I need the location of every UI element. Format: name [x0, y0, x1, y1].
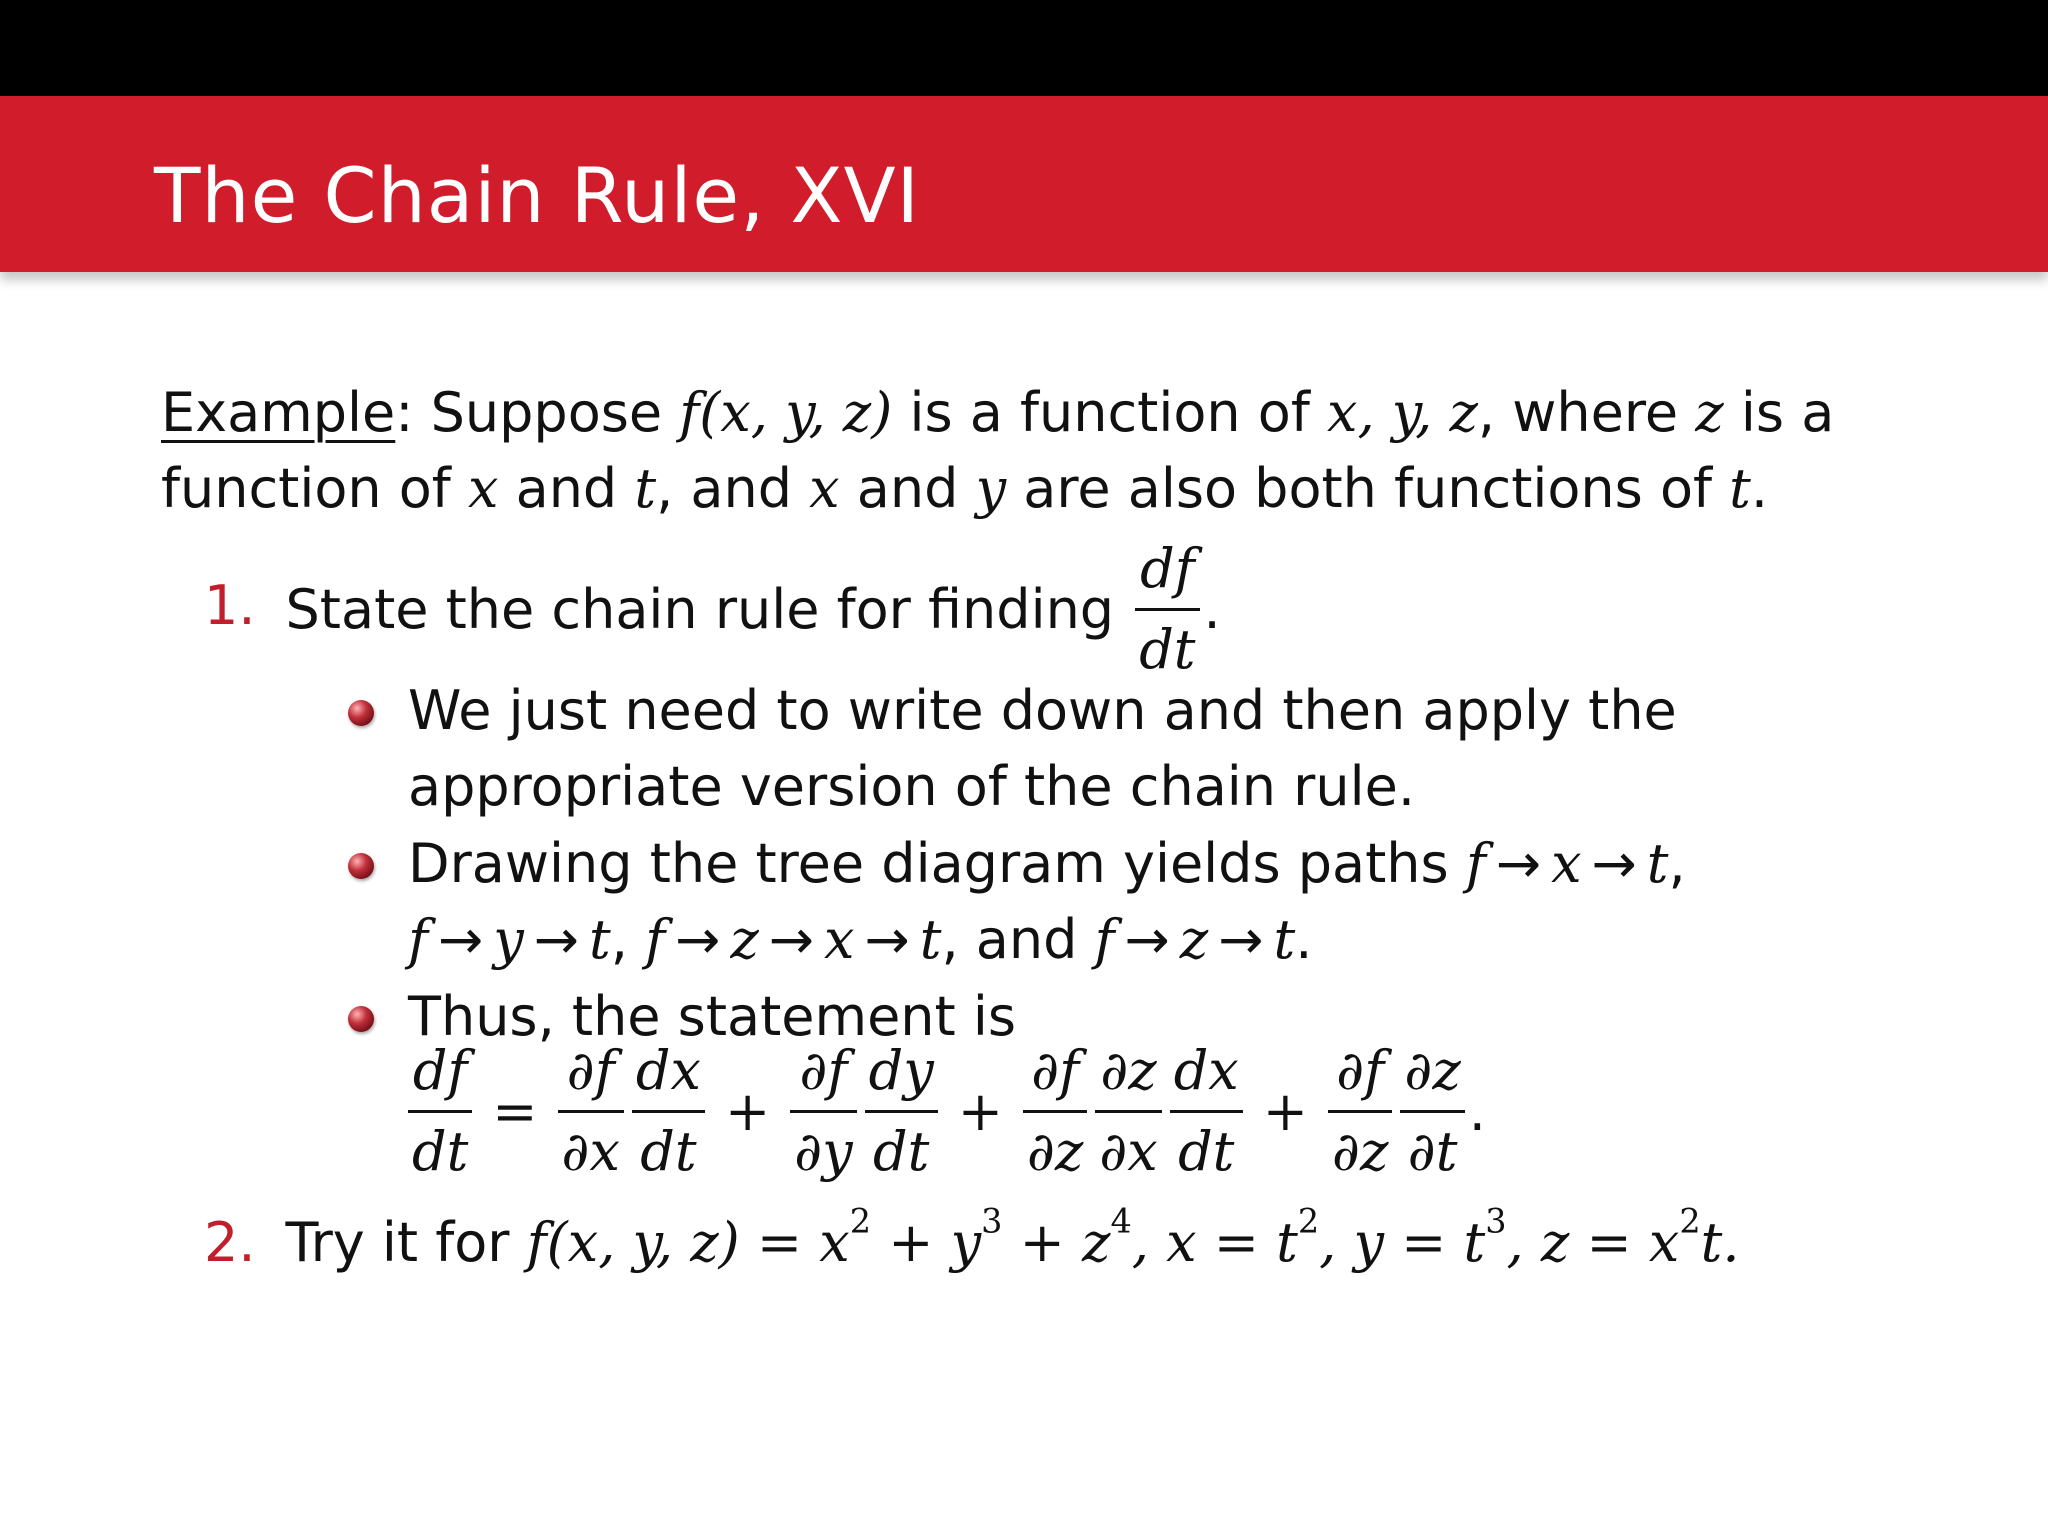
- math-expression: + y: [871, 1211, 982, 1274]
- bullet-2-line-2: [408, 908, 1313, 971]
- fraction-numerator: ∂f: [566, 1039, 615, 1102]
- fraction-bar: [1023, 1110, 1087, 1113]
- path-node: x: [1551, 832, 1582, 895]
- path-node: f: [1465, 832, 1486, 895]
- text-span: , and: [656, 457, 810, 520]
- arrow-icon: →: [1218, 908, 1264, 971]
- list-number: 2.: [204, 1211, 256, 1274]
- fraction-numerator: df: [1140, 537, 1195, 600]
- text-span: , and: [941, 908, 1095, 971]
- text-span: .: [1750, 457, 1769, 520]
- fraction-bar: [1400, 1110, 1464, 1113]
- bullet-icon: [348, 853, 374, 879]
- fraction-denominator: ∂x: [561, 1120, 620, 1184]
- text-span: : Suppose: [395, 381, 680, 444]
- exponent: 3: [981, 1201, 1003, 1241]
- math-x: x: [467, 457, 499, 520]
- fraction: [865, 1040, 938, 1183]
- fraction-bar: [1328, 1110, 1392, 1113]
- text-span: and: [839, 457, 976, 520]
- fraction-denominator: dt: [412, 1120, 469, 1184]
- path-node: y: [493, 908, 524, 971]
- bullet-2-line-1: [408, 832, 1686, 895]
- math-args: (x, y, z): [699, 381, 893, 444]
- math-t: t: [1729, 457, 1751, 520]
- math-f: f: [526, 1211, 547, 1274]
- text-span: ,: [610, 908, 646, 971]
- fraction-numerator: ∂f: [1336, 1039, 1385, 1102]
- text-span: and: [498, 457, 635, 520]
- bullet-icon: [348, 700, 374, 726]
- path-node: t: [1273, 908, 1296, 971]
- math-expression: (x, y, z) = x: [546, 1211, 850, 1274]
- arrow-icon: →: [675, 908, 721, 971]
- list-number: 1.: [204, 574, 256, 638]
- text-span: Drawing the tree diagram yields paths: [408, 832, 1466, 895]
- fraction-bar: [865, 1110, 938, 1113]
- path-node: z: [1179, 908, 1209, 971]
- math-expression: + z: [1002, 1211, 1111, 1274]
- math-expression: , x = t: [1131, 1211, 1298, 1274]
- slide-title: The Chain Rule, XVI: [154, 151, 920, 240]
- example-label: Example: [161, 381, 396, 444]
- fraction: [1400, 1040, 1464, 1183]
- exponent: 2: [1679, 1201, 1701, 1241]
- path-node: t: [589, 908, 611, 971]
- fraction-denominator: dt: [873, 1120, 930, 1184]
- text-span: .: [1203, 578, 1221, 642]
- text-span: are also both functions of: [1006, 457, 1730, 520]
- math-expression: t.: [1700, 1211, 1740, 1274]
- fraction-df-dt: [1135, 538, 1199, 681]
- fraction: [632, 1040, 705, 1183]
- plus-sign: +: [1262, 1080, 1309, 1144]
- math-expression: , y = t: [1319, 1211, 1486, 1274]
- bullet-1-line-1: We just need to write down and then apply the: [408, 679, 1677, 742]
- fraction-denominator: dt: [640, 1120, 697, 1184]
- fraction-bar: [1170, 1110, 1243, 1113]
- fraction-numerator: ∂f: [1031, 1039, 1080, 1102]
- fraction-denominator: ∂x: [1099, 1120, 1158, 1184]
- list-item-2: [204, 1201, 1740, 1274]
- exponent: 2: [1297, 1201, 1320, 1241]
- path-node: f: [1094, 908, 1115, 971]
- math-y: y: [975, 457, 1007, 520]
- path-node: t: [1646, 832, 1669, 895]
- text-span: ,: [1668, 832, 1686, 895]
- fraction-numerator: df: [412, 1039, 468, 1102]
- text-span: function of: [161, 457, 468, 520]
- fraction-bar: [790, 1110, 856, 1113]
- fraction: [790, 1040, 856, 1183]
- fraction-bar: [558, 1110, 624, 1113]
- plus-sign: +: [957, 1080, 1003, 1144]
- fraction-bar: [1095, 1110, 1161, 1113]
- fraction-denominator: dt: [1178, 1120, 1235, 1184]
- arrow-icon: →: [1495, 832, 1542, 895]
- fraction-denominator: ∂y: [794, 1120, 853, 1184]
- bullet-3-line-1: Thus, the statement is: [408, 985, 1017, 1048]
- arrow-icon: →: [768, 908, 815, 971]
- fraction: [1328, 1040, 1392, 1183]
- exponent: 3: [1485, 1201, 1507, 1241]
- arrow-icon: →: [864, 908, 910, 971]
- fraction: [558, 1040, 624, 1183]
- arrow-icon: →: [1591, 832, 1637, 895]
- fraction-bar: [408, 1110, 472, 1113]
- example-line-1: [161, 381, 1835, 444]
- text-span: , where: [1477, 381, 1696, 444]
- math-f: f: [679, 381, 700, 444]
- fraction-numerator: dy: [868, 1039, 934, 1102]
- fraction-denominator: dt: [1139, 618, 1196, 682]
- math-vars: x, y, z: [1327, 381, 1478, 444]
- math-t: t: [634, 457, 657, 520]
- text-span: is a: [1723, 381, 1835, 444]
- text-span: .: [1468, 1080, 1486, 1144]
- fraction-numerator: dx: [1173, 1039, 1239, 1102]
- text-span: State the chain rule for finding: [285, 578, 1132, 642]
- fraction-bar: [632, 1110, 705, 1113]
- fraction-numerator: ∂z: [1404, 1039, 1461, 1102]
- fraction-denominator: ∂z: [1026, 1120, 1084, 1184]
- equals-sign: =: [492, 1080, 538, 1144]
- math-expression: , z = x: [1506, 1211, 1680, 1274]
- fraction-denominator: ∂t: [1407, 1120, 1458, 1184]
- text-span: .: [1295, 908, 1313, 971]
- math-x: x: [809, 457, 840, 520]
- fraction-denominator: ∂z: [1332, 1120, 1389, 1184]
- path-node: f: [408, 908, 428, 971]
- arrow-icon: →: [533, 908, 580, 971]
- fraction: [408, 1040, 472, 1183]
- fraction: [1170, 1040, 1243, 1183]
- math-z: z: [1695, 381, 1724, 444]
- chain-rule-formula: [404, 1040, 1486, 1183]
- path-node: f: [645, 908, 666, 971]
- path-node: t: [919, 908, 942, 971]
- bullet-1-line-2: appropriate version of the chain rule.: [408, 755, 1415, 818]
- list-item-1: [204, 538, 1221, 681]
- arrow-icon: →: [438, 908, 484, 971]
- fraction-numerator: ∂f: [799, 1039, 848, 1102]
- fraction-numerator: dx: [635, 1039, 701, 1102]
- bullet-icon: [348, 1006, 374, 1032]
- example-line-2: [161, 457, 1769, 520]
- exponent: 4: [1110, 1201, 1132, 1241]
- exponent: 2: [849, 1201, 872, 1241]
- fraction: [1023, 1040, 1087, 1183]
- plus-sign: +: [724, 1080, 771, 1144]
- text-span: is a function of: [892, 381, 1328, 444]
- fraction: [1095, 1040, 1161, 1183]
- arrow-icon: →: [1124, 908, 1170, 971]
- path-node: x: [824, 908, 855, 971]
- fraction-numerator: ∂z: [1100, 1039, 1157, 1102]
- fraction-bar: [1135, 608, 1199, 611]
- text-span: Try it for: [285, 1211, 527, 1274]
- path-node: z: [730, 908, 759, 971]
